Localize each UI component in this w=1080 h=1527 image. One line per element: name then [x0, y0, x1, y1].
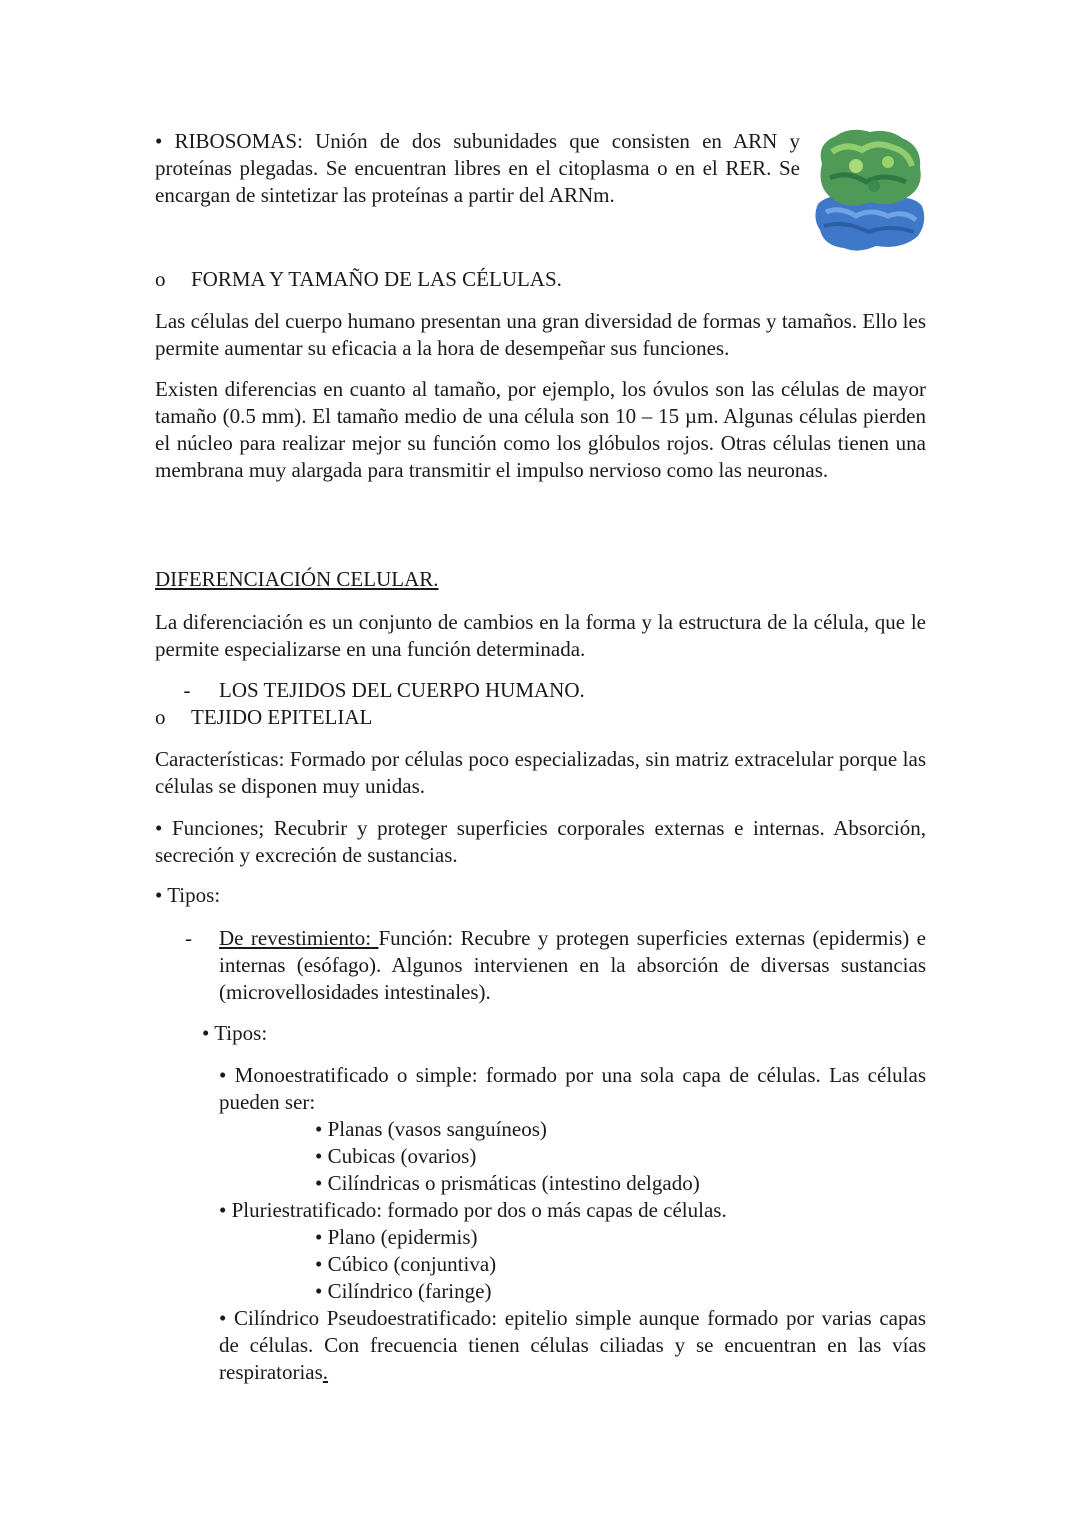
tipos-label: • Tipos: [155, 883, 221, 907]
circle-bullet: o [155, 267, 166, 291]
pluriestratificado-paragraph: • Pluriestratificado: formado por dos o más capas de células. [219, 1198, 727, 1222]
ribosome-illustration [810, 126, 928, 254]
revestimiento-label: De revestimiento: [219, 926, 379, 950]
pseudoestratificado-paragraph: • Cilíndrico Pseudoestratificado: epitelio simple aunque formado por varias capas de células. Con frecuencia tienen células ciliadas y se encuentran en las vías respiratorias. [219, 1306, 926, 1384]
caracteristicas-paragraph: Características: Formado por células poco especializadas, sin matriz extracelular porque las células se disponen muy unidas. [155, 747, 926, 798]
list-item: • Planas (vasos sanguíneos) [315, 1117, 547, 1141]
ribosomas-paragraph: • RIBOSOMAS: Unión de dos subunidades que consisten en ARN y proteínas plegadas. Se encuentran libres en el citoplasma o en el RER. Se encargan de sintetizar las proteínas a partir del ARNm. [155, 129, 800, 207]
list-item: • Cilíndricas o prismáticas (intestino delgado) [315, 1171, 700, 1195]
circle-bullet: o [155, 705, 166, 729]
forma-paragraph-2: Existen diferencias en cuanto al tamaño, por ejemplo, los óvulos son las células de mayor tamaño (0.5 mm). El tamaño medio de una célula son 10 – 15 µm. Algunas células pierden el núcleo para realizar mejor su función como los glóbulos rojos. Otras células tienen una membrana muy alargada para transmitir el impulso nervioso como las neuronas. [155, 377, 926, 482]
tejido-epitelial-heading: o TEJIDO EPITELIAL [155, 705, 373, 729]
list-item: • Cúbico (conjuntiva) [315, 1252, 497, 1276]
diferenciacion-heading: DIFERENCIACIÓN CELULAR. [155, 567, 439, 591]
tejidos-heading: - LOS TEJIDOS DEL CUERPO HUMANO. [155, 677, 585, 704]
forma-heading: o FORMA Y TAMAÑO DE LAS CÉLULAS. [155, 267, 562, 291]
diferenciacion-paragraph: La diferenciación es un conjunto de cambios en la forma y la estructura de la célula, que le permite especializarse en una función determinada. [155, 610, 926, 661]
dash-bullet: - [183, 678, 191, 702]
list-item: • Cubicas (ovarios) [315, 1144, 477, 1168]
revestimiento-paragraph: De revestimiento: Función: Recubre y protegen superficies externas (epidermis) e internas (esófago). Algunos intervienen en la absorción de diversas sustancias (microvellosidades intestinales). [219, 926, 926, 1004]
revestimiento-tipos-label: • Tipos: [202, 1021, 268, 1045]
funciones-paragraph: • Funciones; Recubrir y proteger superficies corporales externas e internas. Absorción, secreción y excreción de sustancias. [155, 816, 926, 867]
list-item: • Plano (epidermis) [315, 1225, 478, 1249]
dash-bullet: - [185, 926, 192, 950]
monoestratificado-paragraph: • Monoestratificado o simple: formado por una sola capa de células. Las células pueden ser: [219, 1063, 926, 1114]
forma-paragraph-1: Las células del cuerpo humano presentan una gran diversidad de formas y tamaños. Ello les permite aumentar su eficacia a la hora de desempeñar sus funciones. [155, 309, 926, 360]
list-item: • Cilíndrico (faringe) [315, 1279, 492, 1303]
